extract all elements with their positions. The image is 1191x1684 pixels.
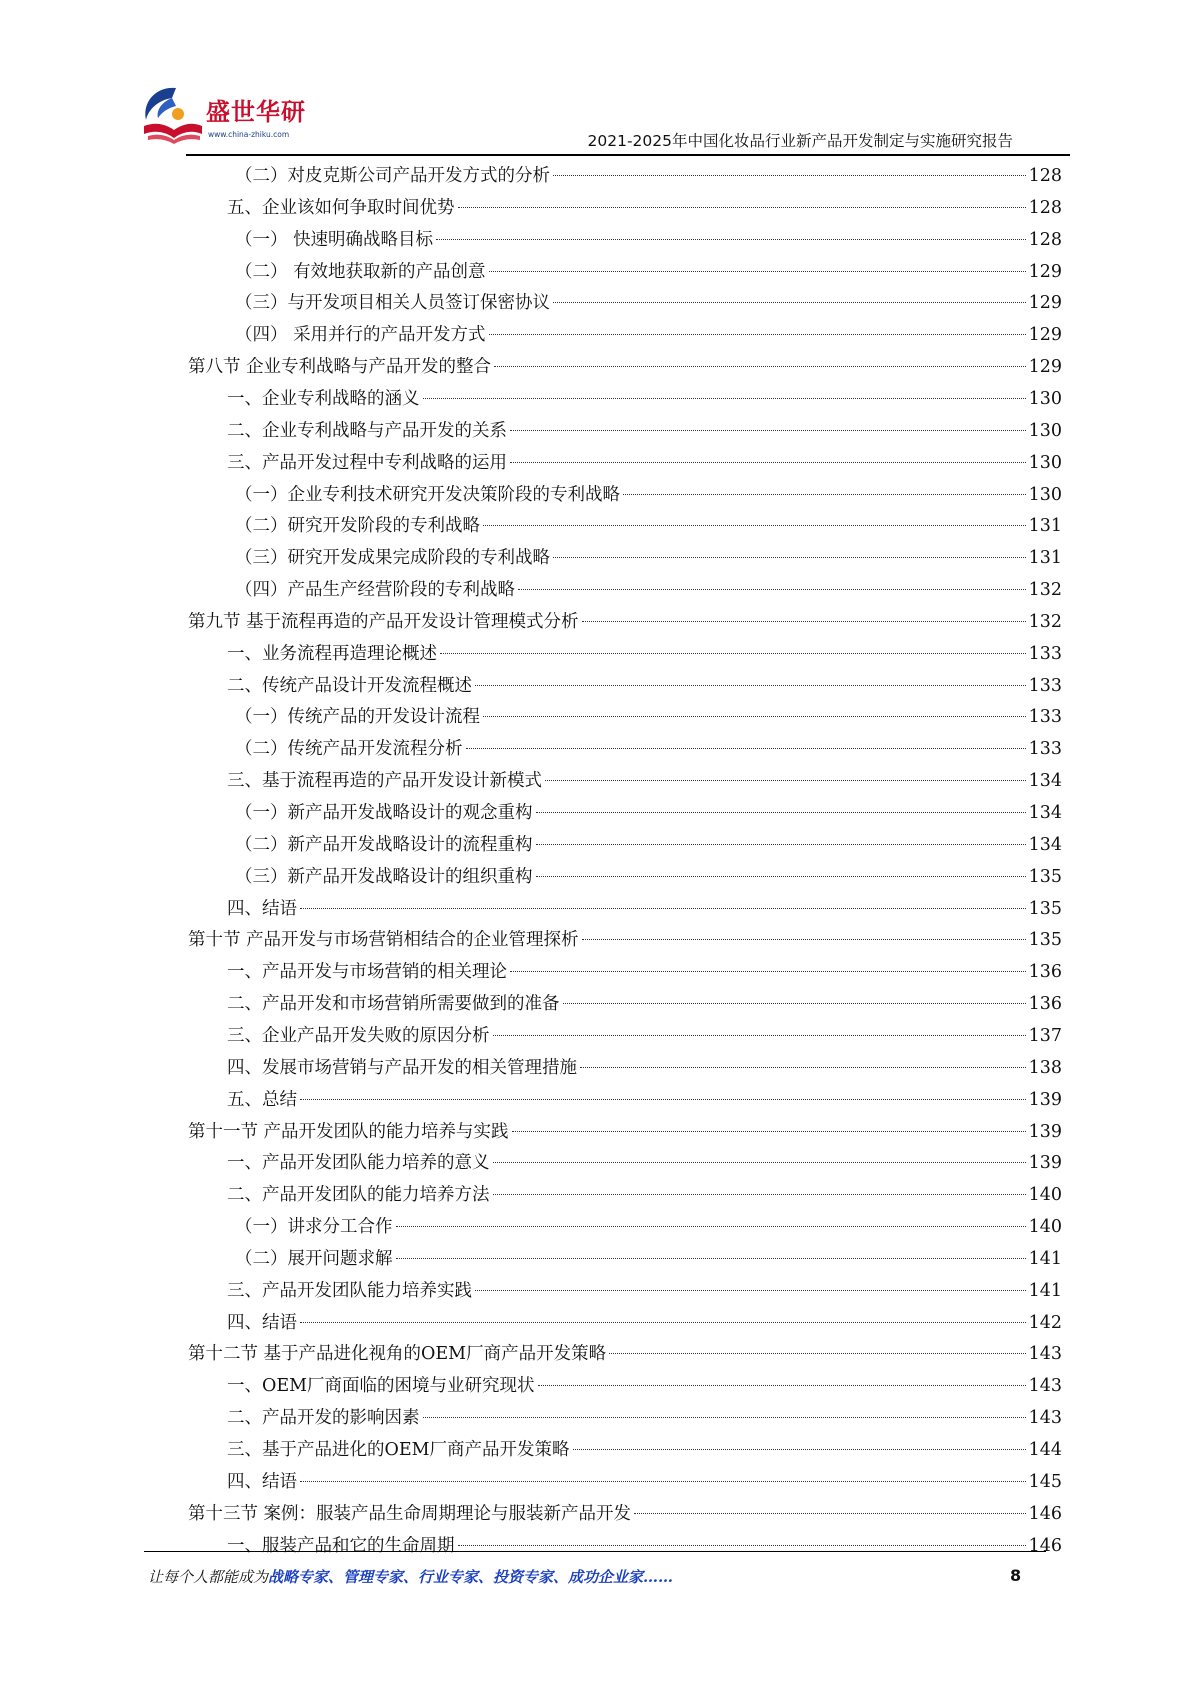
toc-leader-dots — [553, 302, 1026, 303]
toc-entry-page: 143 — [1028, 1376, 1062, 1397]
toc-entry-page: 130 — [1028, 420, 1062, 441]
toc-entry-title: 四、结语 — [227, 1312, 297, 1333]
toc-entry-page: 128 — [1028, 229, 1062, 250]
toc-leader-dots — [493, 1162, 1026, 1163]
toc-entry-title: （一）讲求分工合作 — [235, 1217, 393, 1238]
toc-entry-title: 二、产品开发和市场营销所需要做到的准备 — [227, 994, 560, 1015]
toc-entry-page: 143 — [1028, 1408, 1062, 1429]
toc-leader-dots — [536, 844, 1026, 845]
toc-leader-dots — [538, 1385, 1026, 1386]
toc-leader-dots — [436, 239, 1026, 240]
toc-entry-title: 三、基于产品进化的OEM厂商产品开发策略 — [227, 1440, 570, 1460]
toc-leader-dots — [458, 1545, 1026, 1546]
toc-leader-dots — [423, 398, 1026, 399]
toc-leader-dots — [536, 876, 1026, 877]
toc-entry-page: 136 — [1028, 962, 1062, 983]
toc-entry[interactable] — [235, 863, 1062, 891]
toc-entry-title: （一） 快速明确战略目标 — [235, 229, 434, 250]
toc-leader-dots — [563, 1003, 1026, 1004]
footer-slogan-highlight: 战略专家、管理专家、行业专家、投资专家、成功企业家…… — [268, 1568, 674, 1586]
page-number: 8 — [1010, 1566, 1022, 1585]
toc-leader-dots — [536, 812, 1026, 813]
toc-entry-title: 四、结语 — [227, 898, 297, 919]
toc-leader-dots — [512, 1131, 1026, 1132]
toc-entry[interactable] — [227, 895, 1062, 923]
toc-entry[interactable] — [235, 735, 1062, 763]
toc-entry-title: 第十二节 基于产品进化视角的OEM厂商产品开发策略 — [188, 1344, 607, 1365]
toc-entry[interactable] — [227, 1277, 1062, 1305]
toc-entry-title: 四、结语 — [227, 1471, 297, 1492]
toc-entry[interactable] — [227, 1022, 1062, 1050]
toc-entry-page: 131 — [1028, 548, 1062, 569]
toc-entry[interactable] — [235, 162, 1062, 190]
toc-entry[interactable] — [188, 926, 1062, 954]
toc-entry-page: 134 — [1028, 771, 1062, 792]
toc-entry-title: 第十一节 产品开发团队的能力培养与实践 — [188, 1121, 509, 1142]
toc-entry-title: （三）新产品开发战略设计的组织重构 — [235, 866, 533, 887]
toc-entry-page: 140 — [1028, 1217, 1062, 1238]
toc-leader-dots — [483, 716, 1026, 717]
toc-entry[interactable] — [235, 512, 1062, 540]
toc-entry[interactable] — [227, 417, 1062, 445]
footer-slogan — [148, 1566, 673, 1587]
toc-entry-page: 146 — [1028, 1503, 1062, 1524]
toc-entry-title: （一）新产品开发战略设计的观念重构 — [235, 803, 533, 823]
toc-leader-dots — [300, 1481, 1026, 1482]
toc-leader-dots — [466, 748, 1026, 749]
toc-entry[interactable] — [227, 449, 1062, 477]
toc-entry-page: 139 — [1028, 1153, 1062, 1174]
toc-entry-title: 一、产品开发团队能力培养的意义 — [227, 1153, 490, 1174]
toc-leader-dots — [396, 1226, 1026, 1227]
toc-entry-title: 第九节 基于流程再造的产品开发设计管理模式分析 — [188, 611, 579, 632]
toc-leader-dots — [300, 1322, 1026, 1323]
toc-entry-page: 130 — [1028, 452, 1062, 473]
toc-leader-dots — [580, 1067, 1026, 1068]
toc-entry[interactable] — [227, 385, 1062, 413]
toc-entry-title: （二）对皮克斯公司产品开发方式的分析 — [235, 166, 550, 186]
toc-entry[interactable] — [227, 990, 1062, 1018]
toc-entry[interactable] — [227, 1404, 1062, 1432]
toc-leader-dots — [510, 971, 1026, 972]
toc-leader-dots — [510, 430, 1026, 431]
toc-leader-dots — [582, 939, 1026, 940]
toc-entry[interactable] — [235, 1245, 1062, 1273]
toc-entry-page: 132 — [1028, 580, 1062, 601]
toc-entry-title: 一、OEM厂商面临的困境与业研究现状 — [227, 1376, 535, 1397]
footer-divider — [144, 1551, 1046, 1552]
toc-entry-title: 第十三节 案例：服装产品生命周期理论与服装新产品开发 — [188, 1503, 632, 1524]
toc-leader-dots — [553, 557, 1026, 558]
toc-entry-page: 133 — [1028, 675, 1062, 696]
toc-leader-dots — [493, 1194, 1026, 1195]
toc-entry[interactable] — [227, 767, 1062, 795]
toc-entry-title: 二、产品开发的影响因素 — [227, 1408, 420, 1429]
toc-entry-title: （一）企业专利技术研究开发决策阶段的专利战略 — [235, 484, 620, 505]
toc-entry[interactable] — [227, 1054, 1062, 1082]
toc-entry[interactable] — [235, 703, 1062, 731]
toc-entry[interactable] — [227, 194, 1062, 222]
toc-entry[interactable] — [235, 544, 1062, 572]
toc-entry-page: 137 — [1028, 1025, 1062, 1046]
toc-entry-page: 130 — [1028, 388, 1062, 409]
toc-entry-page: 128 — [1028, 166, 1062, 186]
page-header — [0, 0, 1191, 160]
toc-leader-dots — [483, 525, 1026, 526]
toc-leader-dots — [300, 908, 1026, 909]
toc-entry-page: 146 — [1028, 1535, 1062, 1556]
company-logo — [138, 82, 313, 154]
toc-entry[interactable] — [227, 1436, 1062, 1464]
toc-entry[interactable] — [188, 1500, 1062, 1528]
toc-entry-page: 133 — [1028, 643, 1062, 664]
toc-entry-page: 139 — [1028, 1121, 1062, 1142]
toc-entry[interactable] — [227, 672, 1062, 700]
toc-entry-page: 134 — [1028, 834, 1062, 855]
toc-entry-page: 141 — [1028, 1248, 1062, 1269]
toc-entry-page: 135 — [1028, 930, 1062, 951]
toc-entry[interactable] — [227, 1532, 1062, 1560]
toc-leader-dots — [623, 494, 1026, 495]
toc-entry-title: （一）传统产品的开发设计流程 — [235, 707, 480, 728]
toc-entry-title: 一、业务流程再造理论概述 — [227, 643, 437, 664]
toc-leader-dots — [423, 1417, 1026, 1418]
toc-entry-page: 135 — [1028, 898, 1062, 919]
toc-entry-page: 130 — [1028, 484, 1062, 505]
toc-entry-title: （三）研究开发成果完成阶段的专利战略 — [235, 548, 550, 569]
header-divider — [186, 154, 1070, 156]
toc-entry[interactable] — [235, 576, 1062, 604]
toc-leader-dots — [494, 366, 1026, 367]
toc-leader-dots — [609, 1353, 1025, 1354]
toc-entry-title: 二、企业专利战略与产品开发的关系 — [227, 420, 507, 441]
toc-entry-page: 129 — [1028, 293, 1062, 314]
toc-entry-title: 第十节 产品开发与市场营销相结合的企业管理探析 — [188, 930, 579, 951]
toc-entry-page: 129 — [1028, 357, 1062, 378]
toc-entry[interactable] — [227, 1468, 1062, 1496]
toc-leader-dots — [458, 207, 1026, 208]
toc-leader-dots — [493, 1035, 1026, 1036]
toc-entry-title: （二）展开问题求解 — [235, 1248, 393, 1269]
toc-entry-page: 133 — [1028, 707, 1062, 728]
toc-leader-dots — [545, 780, 1026, 781]
toc-entry[interactable] — [227, 1372, 1062, 1400]
toc-leader-dots — [518, 589, 1026, 590]
toc-leader-dots — [396, 1258, 1026, 1259]
document-title: 2021-2025年中国化妆品行业新产品开发制定与实施研究报告 — [587, 132, 1013, 150]
toc-entry[interactable] — [235, 321, 1062, 349]
toc-entry-title: （四） 采用并行的产品开发方式 — [235, 325, 486, 346]
toc-entry-page: 144 — [1028, 1440, 1062, 1460]
toc-entry[interactable] — [235, 258, 1062, 286]
toc-entry-title: （二）传统产品开发流程分析 — [235, 739, 463, 760]
logo-emblem-icon — [138, 82, 208, 152]
toc-entry-title: 二、传统产品设计开发流程概述 — [227, 675, 472, 696]
toc-entry-page: 140 — [1028, 1185, 1062, 1206]
toc-entry[interactable] — [227, 958, 1062, 986]
toc-entry[interactable] — [235, 289, 1062, 317]
toc-entry-page: 143 — [1028, 1344, 1062, 1365]
toc-entry[interactable] — [227, 1181, 1062, 1209]
toc-entry-title: 二、产品开发团队的能力培养方法 — [227, 1185, 490, 1206]
toc-entry-title: （三）与开发项目相关人员签订保密协议 — [235, 293, 550, 314]
toc-leader-dots — [553, 175, 1026, 176]
toc-entry-title: 三、产品开发过程中专利战略的运用 — [227, 452, 507, 473]
toc-entry-page: 138 — [1028, 1057, 1062, 1078]
toc-entry[interactable] — [188, 608, 1062, 636]
toc-entry-title: 五、总结 — [227, 1089, 297, 1110]
toc-entry-page: 129 — [1028, 325, 1062, 346]
toc-entry-title: （二） 有效地获取新的产品创意 — [235, 261, 486, 282]
toc-entry-page: 134 — [1028, 803, 1062, 823]
toc-leader-dots — [573, 1449, 1026, 1450]
toc-entry-title: （四）产品生产经营阶段的专利战略 — [235, 580, 515, 601]
toc-entry[interactable] — [188, 1118, 1062, 1146]
toc-entry-title: 一、企业专利战略的涵义 — [227, 388, 420, 409]
toc-entry[interactable] — [235, 481, 1062, 509]
logo-name: 盛世华研 — [206, 98, 306, 126]
toc-entry[interactable] — [235, 831, 1062, 859]
toc-entry-title: 三、基于流程再造的产品开发设计新模式 — [227, 771, 542, 792]
toc-leader-dots — [440, 653, 1026, 654]
toc-entry[interactable] — [227, 1149, 1062, 1177]
logo-url: www.china-zhiku.com — [208, 130, 290, 139]
toc-leader-dots — [300, 1099, 1026, 1100]
toc-leader-dots — [634, 1513, 1026, 1514]
toc-entry-title: 第八节 企业专利战略与产品开发的整合 — [188, 357, 492, 378]
toc-entry-page: 141 — [1028, 1280, 1062, 1301]
toc-entry-title: 一、产品开发与市场营销的相关理论 — [227, 962, 507, 983]
toc-entry-page: 128 — [1028, 197, 1062, 218]
toc-entry-page: 132 — [1028, 611, 1062, 632]
toc-entry-title: 三、产品开发团队能力培养实践 — [227, 1280, 472, 1301]
toc-entry-title: 五、企业该如何争取时间优势 — [227, 197, 455, 218]
toc-entry-page: 129 — [1028, 261, 1062, 282]
toc-entry[interactable] — [235, 226, 1062, 254]
toc-entry-title: 四、发展市场营销与产品开发的相关管理措施 — [227, 1057, 577, 1078]
toc-entry[interactable] — [188, 1340, 1062, 1368]
toc-leader-dots — [489, 334, 1026, 335]
toc-entry[interactable] — [188, 353, 1062, 381]
toc-entry-page: 136 — [1028, 994, 1062, 1015]
toc-entry-page: 133 — [1028, 739, 1062, 760]
toc-entry-page: 131 — [1028, 516, 1062, 537]
toc-entry-page: 142 — [1028, 1312, 1062, 1333]
toc-entry-page: 145 — [1028, 1471, 1062, 1492]
toc-entry[interactable] — [227, 1086, 1062, 1114]
footer-slogan-prefix: 让每个人都能成为 — [148, 1568, 269, 1586]
toc-entry[interactable] — [235, 1213, 1062, 1241]
toc-entry-title: 三、企业产品开发失败的原因分析 — [227, 1025, 490, 1046]
toc-entry[interactable] — [227, 640, 1062, 668]
toc-leader-dots — [510, 462, 1026, 463]
toc-entry-title: （二）新产品开发战略设计的流程重构 — [235, 834, 533, 855]
toc-entry-title: 一、服装产品和它的生命周期 — [227, 1535, 455, 1556]
toc-leader-dots — [475, 685, 1026, 686]
toc-entry[interactable] — [235, 799, 1062, 827]
toc-entry-title: （二）研究开发阶段的专利战略 — [235, 516, 480, 537]
toc-leader-dots — [489, 271, 1026, 272]
toc-leader-dots — [582, 621, 1026, 622]
toc-entry[interactable] — [227, 1309, 1062, 1337]
toc-entry-page: 135 — [1028, 866, 1062, 887]
toc-entry-page: 139 — [1028, 1089, 1062, 1110]
toc-leader-dots — [475, 1290, 1026, 1291]
